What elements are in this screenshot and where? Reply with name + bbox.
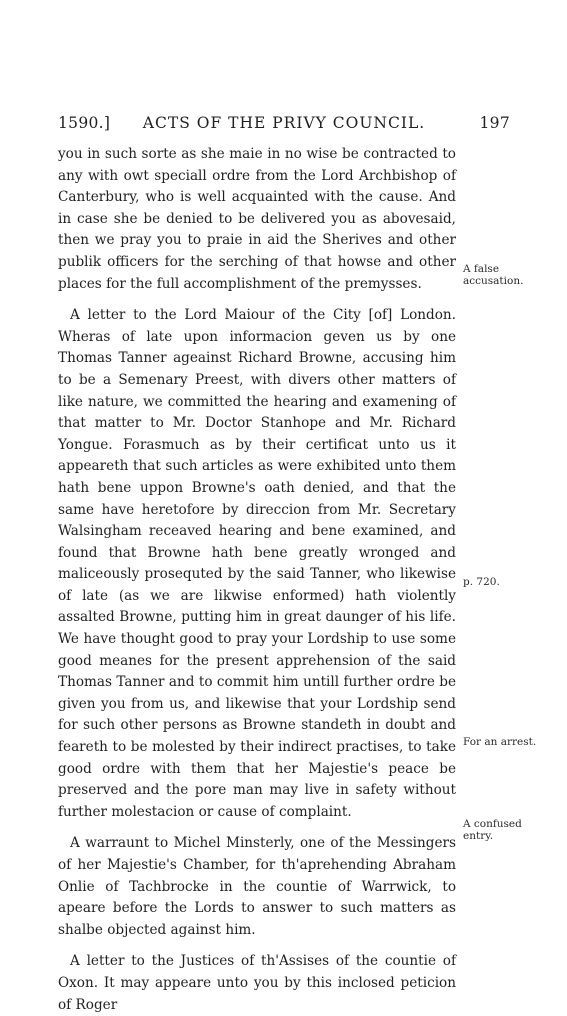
page-number: 197 [479, 114, 510, 132]
header-title: ACTS OF THE PRIVY COUNCIL. [142, 114, 426, 132]
margin-note-confused-entry: A confused entry. [463, 818, 522, 842]
paragraph-letter-justices: A letter to the Justices of th'Assises of the countie of Oxon. It may appeare unto you by this inclosed peticion of Roger [58, 953, 456, 1013]
margin-note-false-accusation: A false accusation. [463, 263, 524, 287]
paragraph-letter-lord-maiour: A letter to the Lord Maiour of the City [of] London. Wheras of late upon informacion geven us by one Thomas Tanner ageainst Richard Browne, accusing him to be a Semenary Preest, with divers other matters of like nature, we committed the hearing and examening of that matter to Mr. Doctor Stanhope and Mr. Richard Yongue. Forasmuch as by their certificat unto us it appeareth that such articles as were exhibited unto them hath bene uppon Browne's oath denied, and that the same have heretofore by direccion from Mr. Secretary Walsingham receaved hearing and bene examined, and found that Browne hath bene greatly wronged and maliceously prosequted by the said Tanner, who likewise of late (as we are likwise enformed) hath violently assalted Browne, putting him in great daunger of his life. We have thought good to pray your Lordship to use some good meanes for the present apprehension of the said Thomas Tanner and to commit him untill further ordre be given you from us, and likewise that your Lordship send for such other persons as Browne standeth in doubt and feareth to be molested by their indirect practises, to take good ordre with them that her Majestie's peace be preserved and the pore man may live in safety without further molestacion or cause of complaint. [58, 307, 456, 820]
running-header [58, 114, 510, 136]
margin-note-for-an-arrest: For an arrest. [463, 736, 537, 748]
margin-note-page-ref: p. 720. [463, 576, 500, 588]
body-text [58, 144, 456, 1016]
paragraph-warraunt-minsterly: A warraunt to Michel Minsterly, one of the Messingers of her Majestie's Chamber, for th'aprehending Abraham Onlie of Tachbrocke in the countie of Warrwick, to apeare before the Lords to answer to such matters as shalbe objected against him. [58, 835, 456, 938]
header-year: 1590.] [58, 114, 111, 132]
paragraph-continuation: you in such sorte as she maie in no wise be contracted to any with owt speciall ordre from the Lord Archbishop of Canterbury, who is well acquainted with the cause. And in case she be denied to be delivered you as abovesaid, then we pray you to praie in aid the Sherives and other publik officers for the serching of that howse and other places for the full accomplishment of the premysses. [58, 146, 456, 292]
